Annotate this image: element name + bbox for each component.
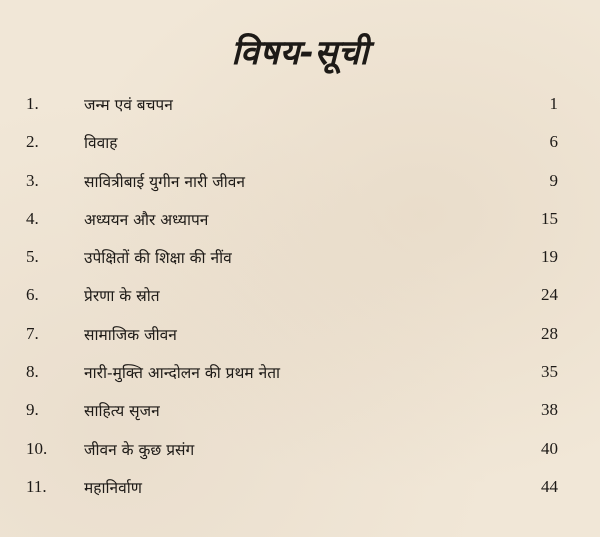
entry-title: सामाजिक जीवन [84, 325, 177, 344]
toc-entry [0, 124, 600, 162]
entry-number: 4. [26, 208, 39, 228]
entry-number: 10. [26, 438, 48, 458]
entry-page-number: 19 [541, 247, 558, 267]
entry-title: अध्ययन और अध्यापन [84, 210, 209, 229]
entry-page-number: 44 [541, 476, 558, 496]
entry-page-number: 35 [541, 362, 558, 382]
page-title: विषय-सूची [231, 33, 369, 73]
entry-title: उपेक्षितों की शिक्षा की नींव [84, 249, 232, 268]
toc-entry [0, 239, 600, 277]
entry-page-number: 38 [541, 400, 558, 420]
entry-page-number: 15 [541, 208, 558, 228]
entry-number: 9. [26, 400, 39, 420]
toc-entry [0, 201, 600, 239]
entry-number: 7. [26, 323, 39, 343]
entry-title: महानिर्वाण [84, 478, 142, 497]
entry-title: नारी-मुक्ति आन्दोलन की प्रथम नेता [84, 364, 281, 383]
entry-page-number: 28 [541, 323, 558, 343]
entry-number: 3. [26, 170, 39, 190]
toc-entry [0, 163, 600, 201]
entry-number: 8. [26, 362, 39, 382]
toc-entry [0, 354, 600, 392]
entry-number: 2. [26, 132, 39, 152]
toc-entry [0, 316, 600, 354]
entry-page-number: 6 [549, 132, 558, 152]
entry-title: जन्म एवं बचपन [84, 96, 173, 114]
table-of-contents [0, 86, 600, 507]
entry-title: जीवन के कुछ प्रसंग [84, 440, 195, 459]
entry-page-number: 9 [549, 170, 558, 190]
entry-title: सावित्रीबाई युगीन नारी जीवन [84, 172, 245, 191]
toc-entry [0, 431, 600, 469]
entry-number: 5. [26, 247, 39, 267]
entry-number: 11. [26, 476, 47, 496]
toc-entry [0, 469, 600, 507]
entry-number: 1. [26, 94, 39, 113]
entry-title: साहित्य सृजन [84, 402, 160, 421]
entry-page-number: 40 [541, 438, 558, 458]
entry-title: प्रेरणा के स्रोत [84, 287, 160, 306]
toc-entry [0, 86, 600, 124]
entry-page-number: 24 [541, 285, 558, 305]
entry-title: विवाह [84, 134, 118, 153]
entry-page-number: 1 [549, 94, 558, 113]
toc-entry [0, 392, 600, 430]
entry-number: 6. [26, 285, 39, 305]
toc-entry [0, 277, 600, 315]
